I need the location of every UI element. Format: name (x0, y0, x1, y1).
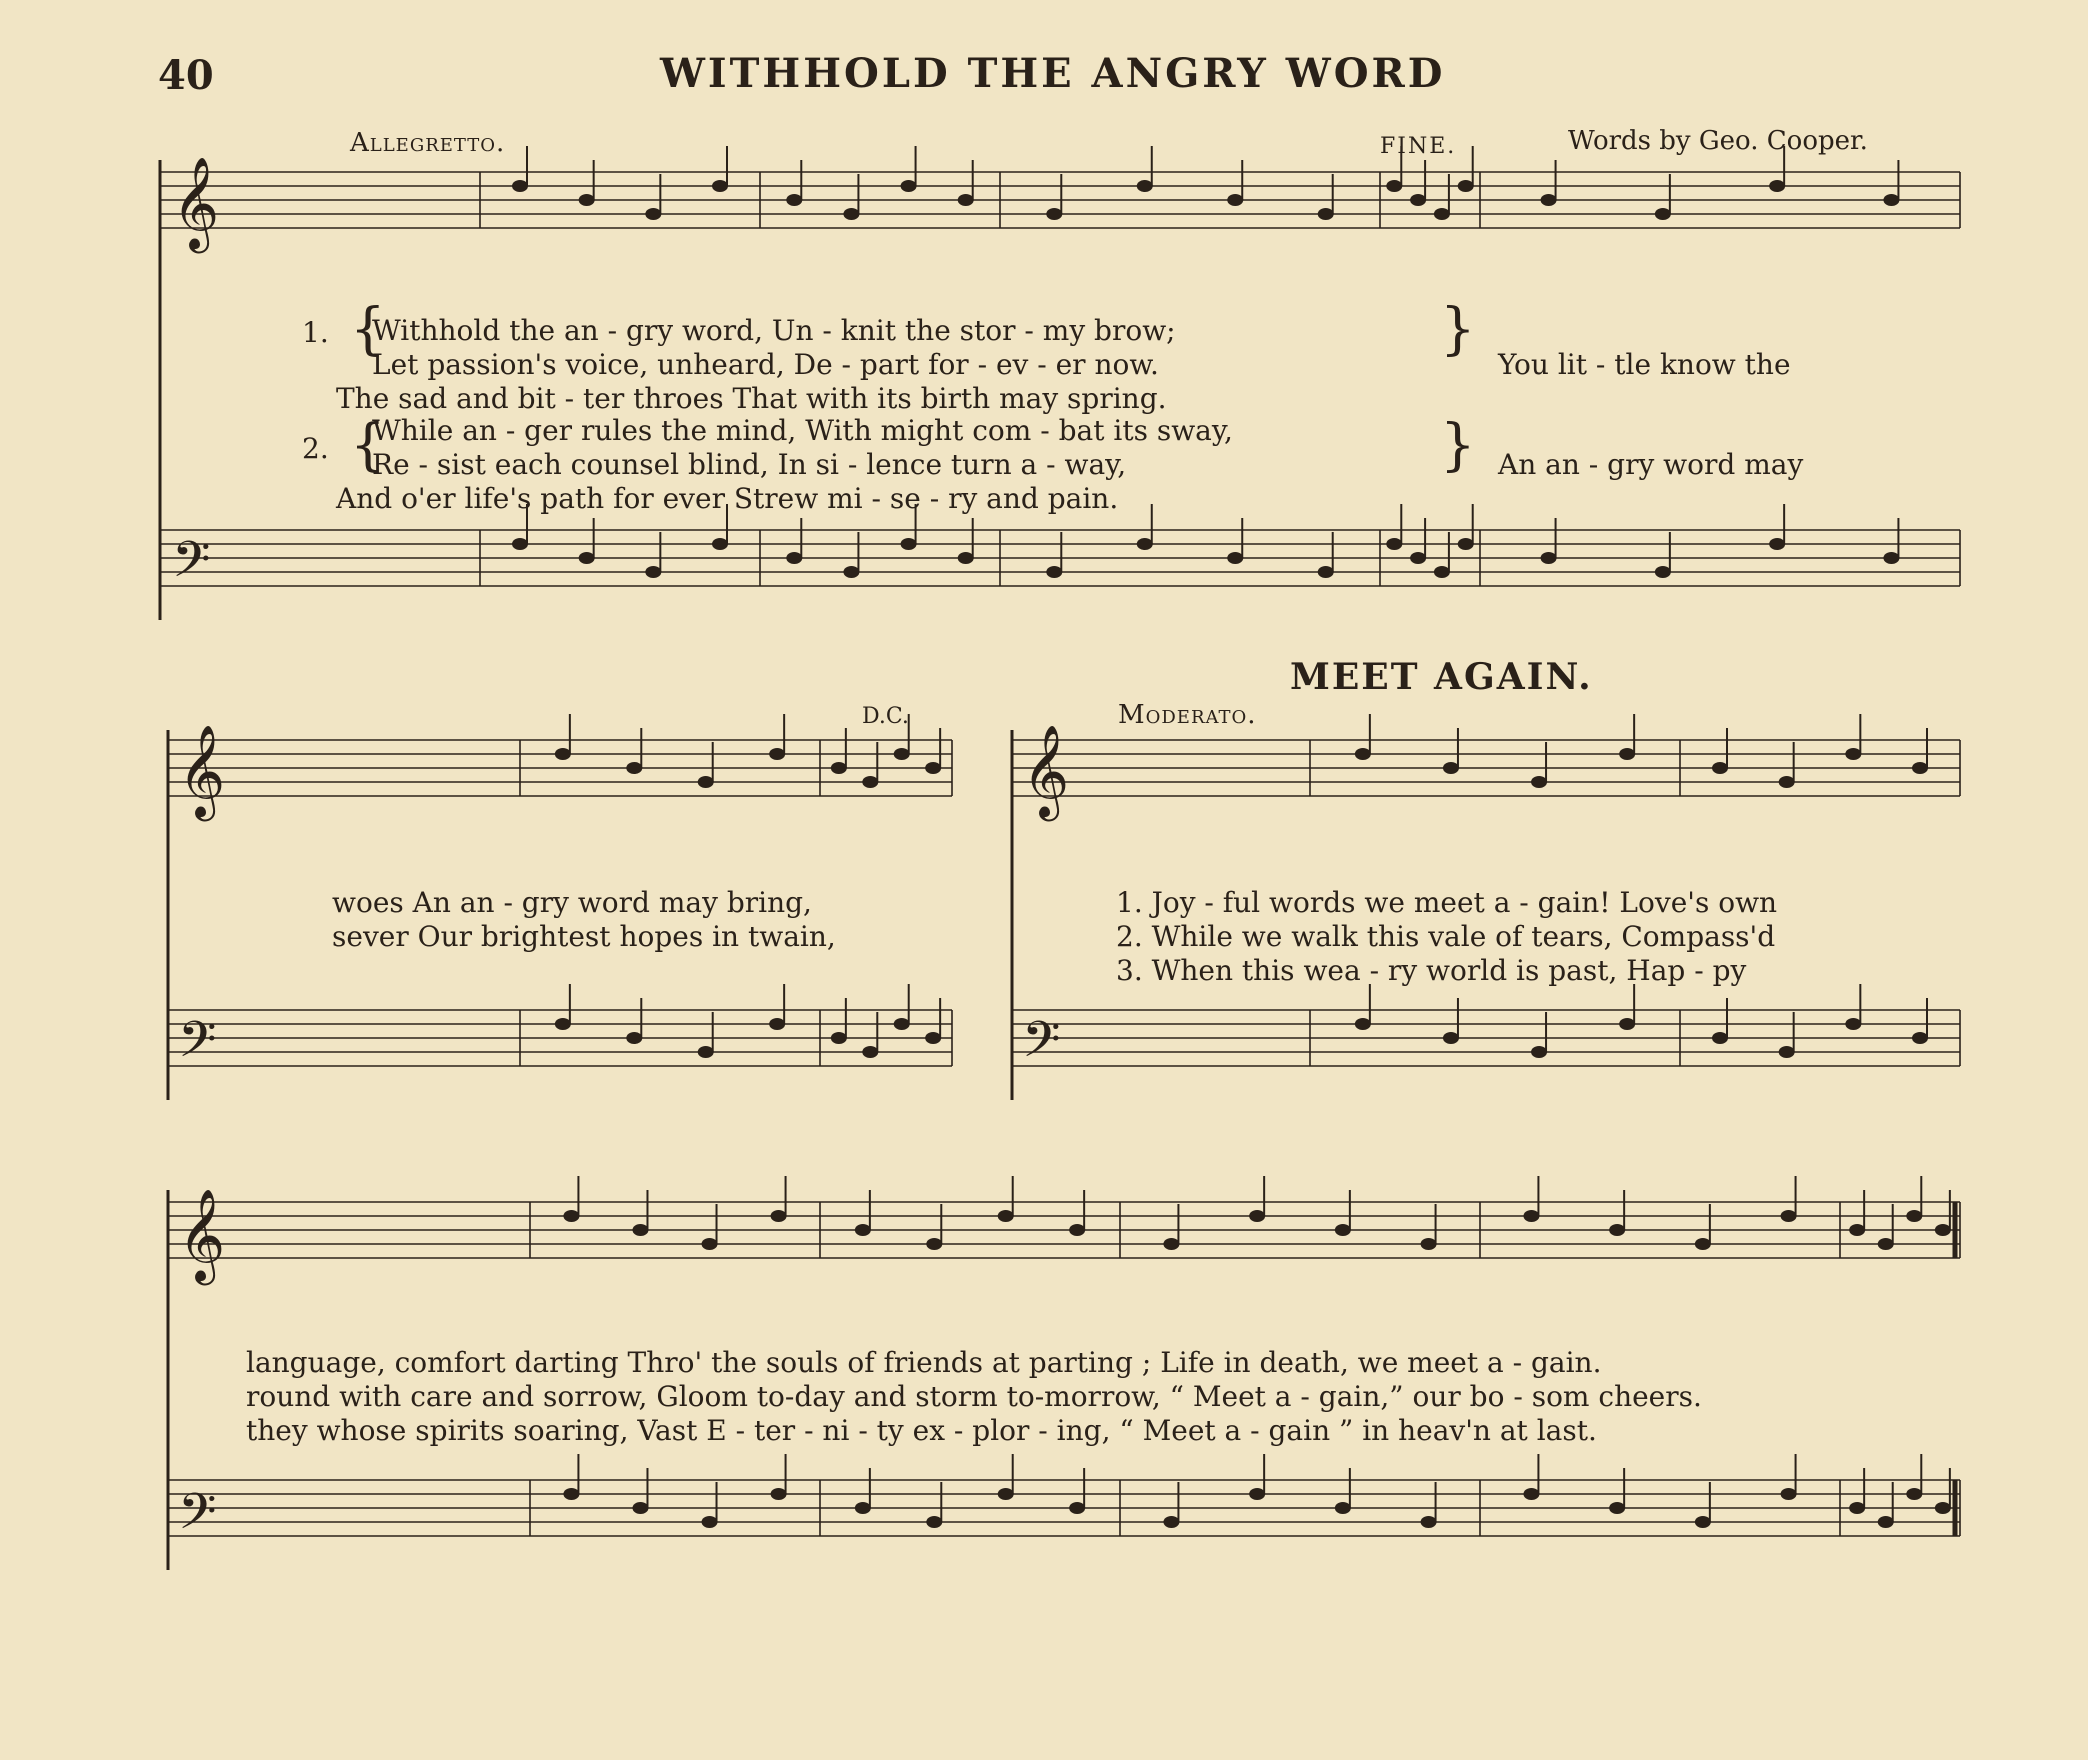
note-head (1531, 776, 1547, 788)
note-head (1434, 566, 1450, 578)
note-head (862, 1046, 878, 1058)
song-2-verse-2-top: 2. While we walk this vale of tears, Compass'd (1116, 920, 1776, 953)
note-head (1137, 538, 1153, 550)
note-head (1069, 1224, 1085, 1236)
note-head (1883, 194, 1899, 206)
note-head (1912, 1032, 1928, 1044)
note-head (894, 1018, 910, 1030)
note-head (1619, 1018, 1635, 1030)
song-2-tempo: Moderato. (1118, 700, 1257, 730)
note-head (1458, 180, 1474, 192)
note-head (1912, 762, 1928, 774)
note-head (998, 1488, 1014, 1500)
verse-1-line-3: The sad and bit - ter throes That with its birth may spring. (336, 382, 1167, 415)
note-head (1906, 1210, 1922, 1222)
note-head (512, 180, 528, 192)
note-head (712, 180, 728, 192)
note-head (831, 762, 847, 774)
clef-icon: 𝄞 (178, 1188, 226, 1281)
note-head (1410, 552, 1426, 564)
clef-icon: 𝄢 (1022, 1011, 1061, 1081)
note-head (925, 1032, 941, 1044)
note-head (698, 776, 714, 788)
clef-icon: 𝄞 (172, 156, 220, 249)
note-head (1695, 1516, 1711, 1528)
clef-icon: 𝄢 (172, 531, 211, 601)
note-head (1163, 1238, 1179, 1250)
note-head (1434, 208, 1450, 220)
note-head (1335, 1224, 1351, 1236)
verse-2-line-2: Re - sist each counsel blind, In si - lence turn a - way, (372, 448, 1127, 481)
verse-1-continuation-2: woes An an - gry word may bring, (332, 886, 812, 919)
note-head (1421, 1516, 1437, 1528)
note-head (1609, 1502, 1625, 1514)
verse-1-line-1: Withhold the an - gry word, Un - knit the stor - my brow; (372, 314, 1176, 347)
song-2-verse-1-top: 1. Joy - ful words we meet a - gain! Love's own (1116, 886, 1778, 919)
note-head (1046, 566, 1062, 578)
note-head (632, 1224, 648, 1236)
note-head (1935, 1224, 1951, 1236)
note-head (1769, 180, 1785, 192)
note-head (1541, 552, 1557, 564)
note-head (1779, 776, 1795, 788)
note-head (626, 1032, 642, 1044)
note-head (1712, 762, 1728, 774)
note-head (1878, 1238, 1894, 1250)
note-head (1655, 566, 1671, 578)
note-head (1335, 1502, 1351, 1514)
note-head (1046, 208, 1062, 220)
note-head (702, 1516, 718, 1528)
note-head (855, 1224, 871, 1236)
note-head (579, 552, 595, 564)
note-head (769, 1018, 785, 1030)
verse-2-line-1: While an - ger rules the mind, With might com - bat its sway, (372, 414, 1233, 447)
words-credit: Words by Geo. Cooper. (1568, 126, 1868, 156)
dc-marking: D.C. (862, 704, 909, 729)
verse-2-number: 2. (302, 432, 329, 465)
note-head (843, 208, 859, 220)
note-head (702, 1238, 718, 1250)
note-head (1318, 566, 1334, 578)
note-head (831, 1032, 847, 1044)
note-head (769, 748, 785, 760)
note-head (926, 1238, 942, 1250)
note-head (901, 538, 917, 550)
note-head (1849, 1502, 1865, 1514)
note-head (1609, 1224, 1625, 1236)
note-head (512, 538, 528, 550)
note-head (1845, 748, 1861, 760)
note-head (771, 1210, 787, 1222)
note-head (1249, 1210, 1265, 1222)
note-head (998, 1210, 1014, 1222)
note-head (958, 552, 974, 564)
song-2-verse-3-bottom: they whose spirits soaring, Vast E - ter - ni - ty ex - plor - ing, “ Meet a - gain ” in heav'n at last. (246, 1414, 1597, 1447)
song-2-verse-2-bottom: round with care and sorrow, Gloom to-day and storm to-morrow, “ Meet a - gain,” our bo - som cheers. (246, 1380, 1702, 1413)
tempo-marking: Allegretto. (350, 128, 506, 158)
note-head (1355, 1018, 1371, 1030)
verse-1-line-2: Let passion's voice, unheard, De - part for - ev - er now. (372, 348, 1159, 381)
note-head (1386, 538, 1402, 550)
note-head (1318, 208, 1334, 220)
note-head (901, 180, 917, 192)
note-head (563, 1488, 579, 1500)
verse-2-brace: { (350, 413, 386, 478)
note-head (645, 566, 661, 578)
note-head (1883, 552, 1899, 564)
note-head (1779, 1046, 1795, 1058)
page-number: 40 (158, 52, 214, 99)
song-2-verse-3-top: 3. When this wea - ry world is past, Hap - py (1116, 954, 1747, 987)
note-head (1712, 1032, 1728, 1044)
verse-2-continuation: An an - gry word may (1498, 448, 1804, 481)
note-head (1137, 180, 1153, 192)
note-head (958, 194, 974, 206)
verse-2-line-3: And o'er life's path for ever Strew mi - se - ry and pain. (336, 482, 1119, 515)
note-head (555, 1018, 571, 1030)
note-head (1421, 1238, 1437, 1250)
note-head (771, 1488, 787, 1500)
note-head (1781, 1210, 1797, 1222)
note-head (555, 748, 571, 760)
note-head (1386, 180, 1402, 192)
note-head (1249, 1488, 1265, 1500)
fine-marking: FINE. (1380, 134, 1457, 159)
note-head (698, 1046, 714, 1058)
clef-icon: 𝄞 (178, 724, 226, 817)
note-head (1523, 1488, 1539, 1500)
note-head (645, 208, 661, 220)
song-2-title: MEET AGAIN. (1290, 656, 1593, 698)
verse-1-brace-close: } (1440, 297, 1476, 362)
note-head (1655, 208, 1671, 220)
note-head (1849, 1224, 1865, 1236)
note-head (1410, 194, 1426, 206)
note-head (1523, 1210, 1539, 1222)
note-head (1458, 538, 1474, 550)
note-head (862, 776, 878, 788)
note-head (855, 1502, 871, 1514)
note-head (1695, 1238, 1711, 1250)
clef-icon: 𝄢 (178, 1011, 217, 1081)
note-head (1531, 1046, 1547, 1058)
note-head (786, 194, 802, 206)
note-head (1769, 538, 1785, 550)
verse-1-brace: { (350, 297, 386, 362)
verse-2-brace-close: } (1440, 413, 1476, 478)
note-head (712, 538, 728, 550)
note-head (579, 194, 595, 206)
note-head (1541, 194, 1557, 206)
note-head (1845, 1018, 1861, 1030)
note-head (1878, 1516, 1894, 1528)
clef-icon: 𝄞 (1022, 724, 1070, 817)
note-head (632, 1502, 648, 1514)
note-head (1935, 1502, 1951, 1514)
note-head (786, 552, 802, 564)
note-head (1443, 762, 1459, 774)
verse-1-number: 1. (302, 316, 329, 349)
note-head (1227, 552, 1243, 564)
verse-1-continuation: You lit - tle know the (1498, 348, 1791, 381)
note-head (1906, 1488, 1922, 1500)
note-head (1781, 1488, 1797, 1500)
note-head (626, 762, 642, 774)
note-head (563, 1210, 579, 1222)
note-head (1443, 1032, 1459, 1044)
verse-2-continuation-2: sever Our brightest hopes in twain, (332, 920, 836, 953)
note-head (1355, 748, 1371, 760)
note-head (925, 762, 941, 774)
note-head (1619, 748, 1635, 760)
note-head (843, 566, 859, 578)
song-2-verse-1-bottom: language, comfort darting Thro' the souls of friends at parting ; Life in death, we meet a - gain. (246, 1346, 1602, 1379)
note-head (1163, 1516, 1179, 1528)
clef-icon: 𝄢 (178, 1483, 217, 1553)
note-head (894, 748, 910, 760)
note-head (1069, 1502, 1085, 1514)
note-head (1227, 194, 1243, 206)
page-title: WITHHOLD THE ANGRY WORD (660, 50, 1446, 97)
note-head (926, 1516, 942, 1528)
